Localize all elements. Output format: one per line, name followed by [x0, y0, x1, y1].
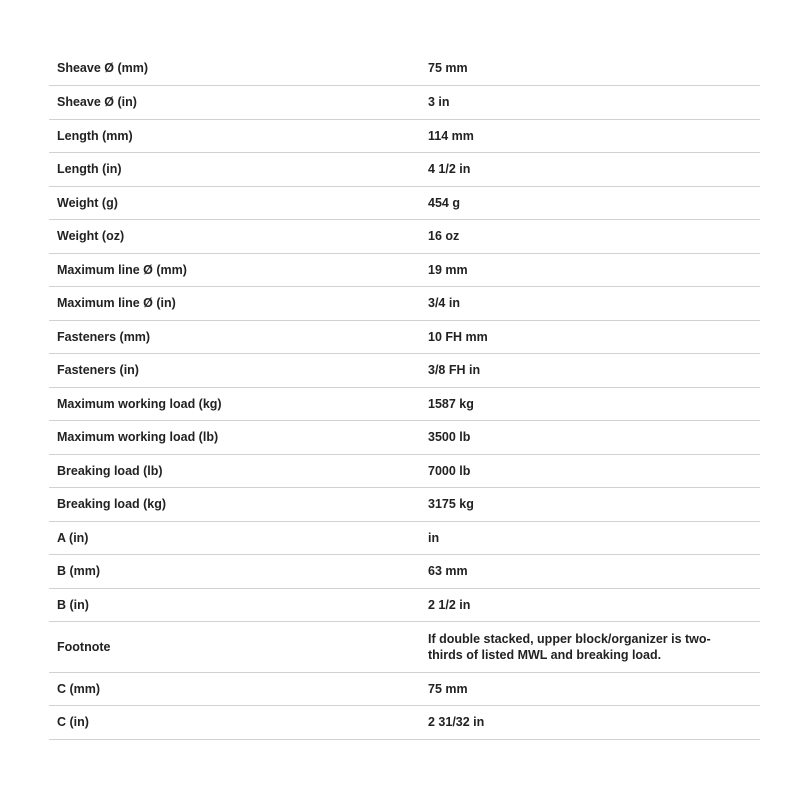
spec-value: 75 mm [428, 681, 468, 696]
spec-value: If double stacked, upper block/organizer is two-thirds of listed MWL and breaking load. [428, 631, 711, 662]
spec-value: 2 1/2 in [428, 597, 471, 612]
spec-label: Maximum working load (lb) [57, 430, 219, 444]
spec-label: Sheave Ø (mm) [57, 61, 149, 76]
spec-label: Maximum working load (kg) [57, 396, 222, 411]
spec-value: in [428, 530, 440, 545]
spec-label: A (in) [57, 530, 89, 545]
spec-value: 2 31/32 in [428, 715, 485, 729]
spec-label: Fasteners (mm) [57, 329, 151, 344]
spec-row-footnote [49, 621, 760, 672]
spec-label: Footnote [57, 639, 111, 654]
spec-label: Maximum line Ø (in) [57, 296, 176, 310]
spec-label: Length (mm) [57, 128, 133, 143]
spec-value: 4 1/2 in [428, 162, 471, 176]
spec-label: Length (in) [57, 162, 122, 176]
spec-table [49, 52, 760, 740]
spec-value: 3/8 FH in [428, 363, 481, 377]
spec-row-breaking-kg [49, 487, 760, 521]
spec-label: C (mm) [57, 681, 101, 696]
spec-label: Breaking load (kg) [57, 497, 167, 511]
spec-value: 114 mm [428, 128, 474, 143]
spec-table-container [49, 52, 760, 740]
spec-row-fasteners-mm [49, 320, 760, 353]
spec-value: 19 mm [428, 262, 468, 277]
spec-row-b-mm [49, 554, 760, 588]
spec-label: B (in) [57, 597, 89, 612]
spec-row-length-in [49, 152, 760, 186]
spec-row-length-mm [49, 119, 760, 152]
spec-value: 454 g [428, 195, 460, 210]
spec-row-sheave-mm [49, 52, 760, 85]
spec-value: 3175 kg [428, 497, 474, 511]
spec-value: 10 FH mm [428, 329, 488, 344]
spec-value: 3/4 in [428, 296, 460, 310]
spec-row-weight-oz [49, 219, 760, 253]
spec-label: Sheave Ø (in) [57, 95, 137, 109]
spec-row-sheave-in [49, 85, 760, 119]
spec-label: C (in) [57, 715, 89, 729]
spec-value: 7000 lb [428, 463, 471, 478]
spec-label: Maximum line Ø (mm) [57, 262, 187, 277]
spec-row-max-line-mm [49, 253, 760, 286]
spec-row-max-line-in [49, 286, 760, 320]
spec-label: Weight (oz) [57, 229, 125, 243]
spec-row-mwl-kg [49, 387, 760, 420]
spec-label: Fasteners (in) [57, 363, 139, 377]
spec-value: 16 oz [428, 229, 460, 243]
spec-row-a-in [49, 521, 760, 554]
spec-value: 63 mm [428, 564, 468, 578]
spec-row-c-mm [49, 672, 760, 705]
spec-row-breaking-lb [49, 454, 760, 487]
spec-label: Breaking load (lb) [57, 463, 163, 478]
spec-label: Weight (g) [57, 195, 118, 210]
spec-value: 1587 kg [428, 396, 474, 411]
spec-row-c-in [49, 705, 760, 739]
spec-row-weight-g [49, 186, 760, 219]
spec-value: 3 in [428, 95, 450, 109]
spec-row-b-in [49, 588, 760, 621]
spec-label: B (mm) [57, 564, 101, 578]
spec-value: 3500 lb [428, 430, 471, 444]
spec-row-mwl-lb [49, 420, 760, 454]
spec-value: 75 mm [428, 61, 468, 76]
spec-row-fasteners-in [49, 353, 760, 387]
